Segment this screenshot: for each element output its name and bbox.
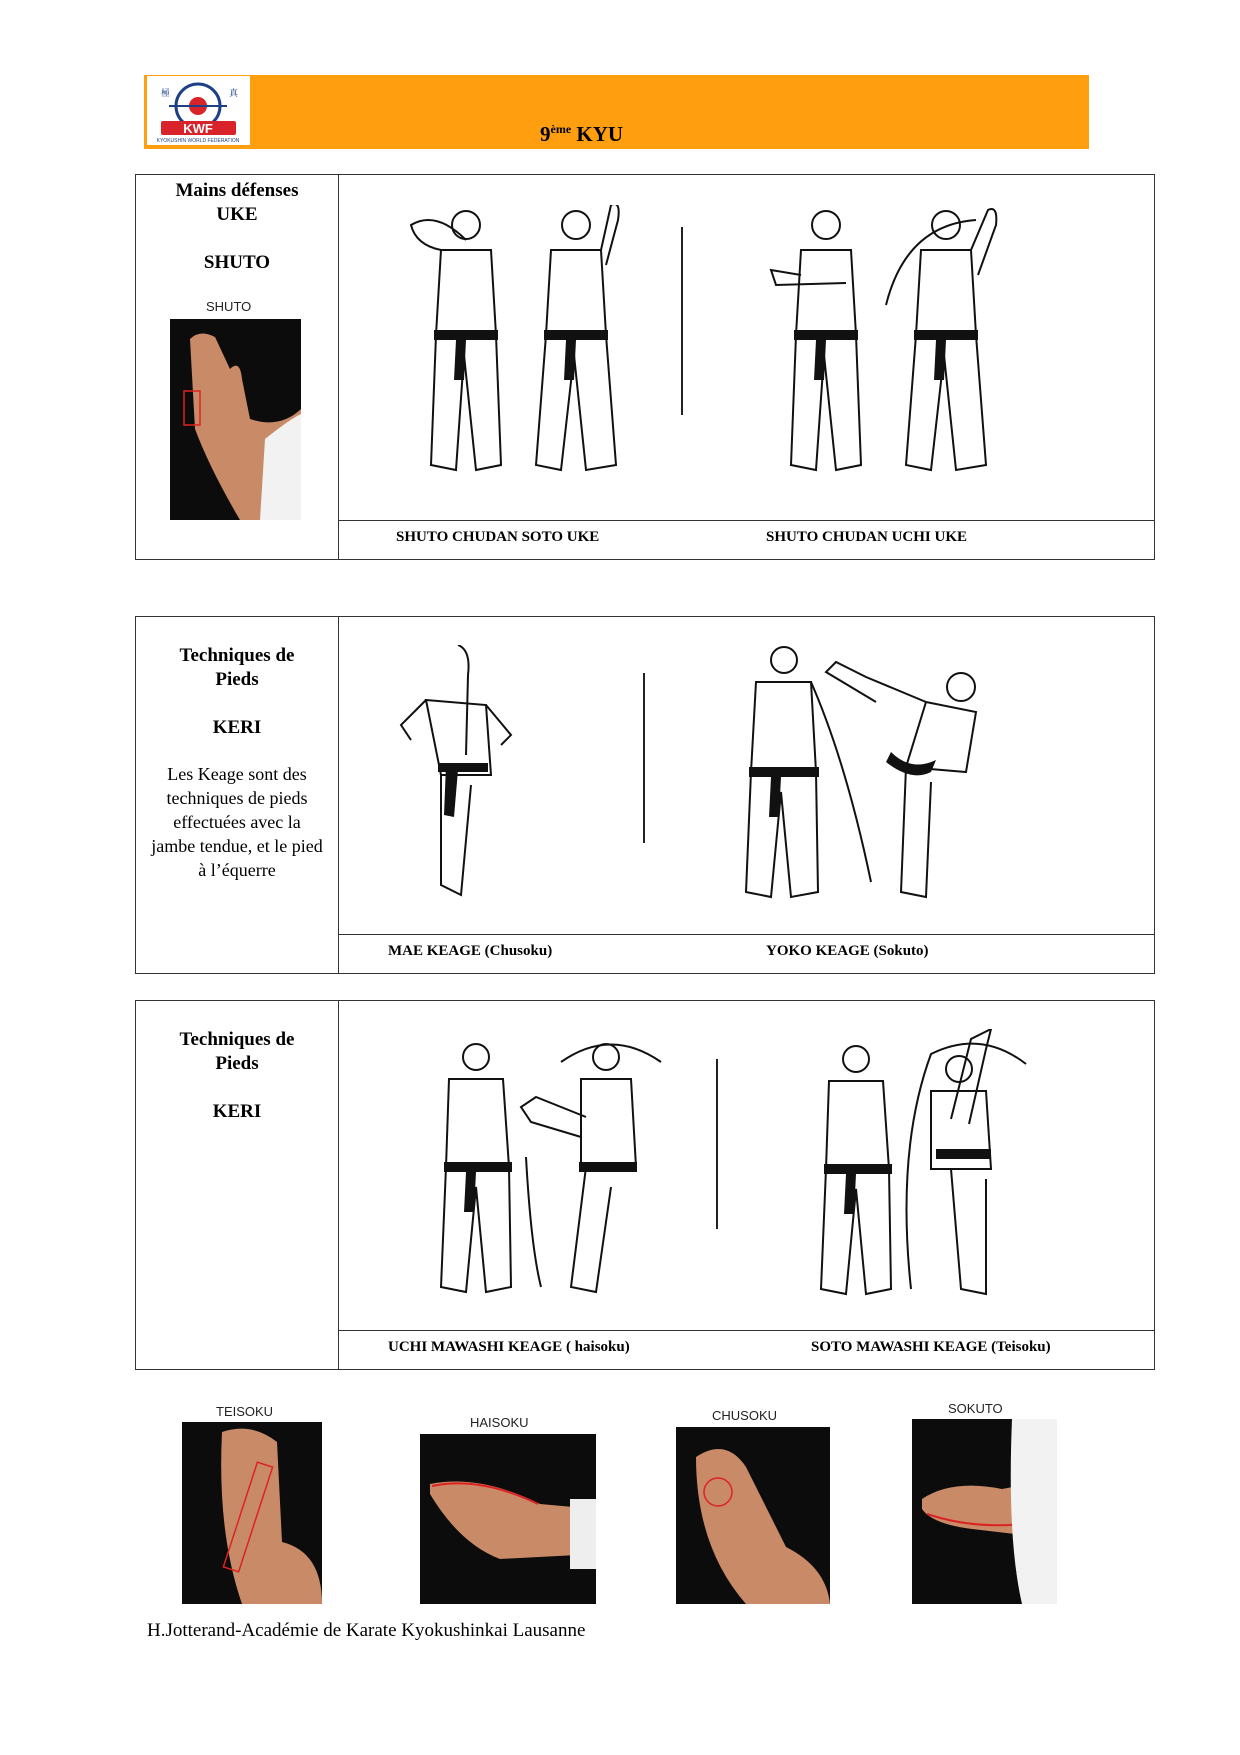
caption-mae-keage: MAE KEAGE (Chusoku)	[388, 943, 553, 959]
grade-title	[540, 122, 623, 147]
figure-yoko-keage	[726, 642, 996, 917]
grade-word: KYU	[576, 122, 624, 146]
section-keage-heading: Techniques de	[179, 645, 295, 666]
section-uke-captions	[338, 520, 1154, 559]
section-mawashi-divider	[716, 1059, 718, 1229]
shuto-photo-label: SHUTO	[206, 299, 252, 314]
figure-uchi-uke	[766, 205, 1036, 510]
chusoku-photo	[676, 1427, 830, 1604]
teisoku-label: TEISOKU	[216, 1404, 274, 1419]
section-uke-heading-2: UKE	[216, 204, 258, 225]
section-keage-label-cell	[136, 617, 339, 973]
section-mawashi-heading: Techniques de	[179, 1029, 295, 1050]
figure-soto-mawashi-keage	[801, 1029, 1061, 1314]
kwf-logo	[147, 76, 250, 145]
figure-soto-uke	[396, 205, 666, 510]
sokuto-photo	[912, 1419, 1057, 1604]
section-mawashi-label-cell	[136, 1001, 339, 1369]
shuto-hand-photo	[170, 319, 301, 520]
section-mawashi-captions	[338, 1330, 1154, 1369]
caption-yoko-keage: YOKO KEAGE (Sokuto)	[766, 943, 929, 959]
section-keage-description: Les Keage sont des techniques de pieds effectuées avec la jambe tendue, et le pied à l’équerre	[151, 764, 323, 880]
figure-uchi-mawashi-keage	[421, 1037, 681, 1312]
section-keage	[135, 616, 1155, 974]
section-uke-subheading: SHUTO	[203, 252, 271, 273]
sokuto-label: SOKUTO	[948, 1401, 1003, 1416]
svg-text:極: 極	[161, 89, 171, 99]
caption-shuto-uchi-uke: SHUTO CHUDAN UCHI UKE	[766, 529, 967, 545]
caption-shuto-soto-uke: SHUTO CHUDAN SOTO UKE	[396, 529, 600, 545]
section-uke-divider	[681, 227, 683, 415]
grade-number: 9	[540, 122, 551, 146]
section-keage-subheading: KERI	[212, 717, 262, 738]
teisoku-photo	[182, 1422, 322, 1604]
section-uke-label-cell	[136, 175, 339, 559]
logo-subtitle: KYOKUSHIN WORLD FEDERATION	[156, 138, 240, 144]
section-mawashi-heading-2: Pieds	[215, 1053, 259, 1074]
section-uke-heading: Mains défenses	[175, 180, 299, 201]
figure-mae-keage	[386, 645, 526, 920]
haisoku-label: HAISOKU	[470, 1415, 529, 1430]
section-keage-divider	[643, 673, 645, 843]
caption-uchi-mawashi-keage: UCHI MAWASHI KEAGE ( haisoku)	[388, 1339, 630, 1355]
logo-text: KWF	[183, 121, 213, 136]
section-keage-heading-2: Pieds	[215, 669, 259, 690]
caption-soto-mawashi-keage: SOTO MAWASHI KEAGE (Teisoku)	[811, 1339, 1051, 1355]
haisoku-photo	[420, 1434, 596, 1604]
svg-text:真: 真	[229, 89, 239, 99]
section-mawashi-subheading: KERI	[212, 1101, 262, 1122]
chusoku-label: CHUSOKU	[712, 1408, 778, 1423]
section-keage-captions	[338, 934, 1154, 973]
footer-credit: H.Jotterand-Académie de Karate Kyokushinkai Lausanne	[147, 1620, 586, 1641]
grade-suffix: ème	[550, 122, 572, 136]
section-mawashi-keage	[135, 1000, 1155, 1370]
section-uke	[135, 174, 1155, 560]
